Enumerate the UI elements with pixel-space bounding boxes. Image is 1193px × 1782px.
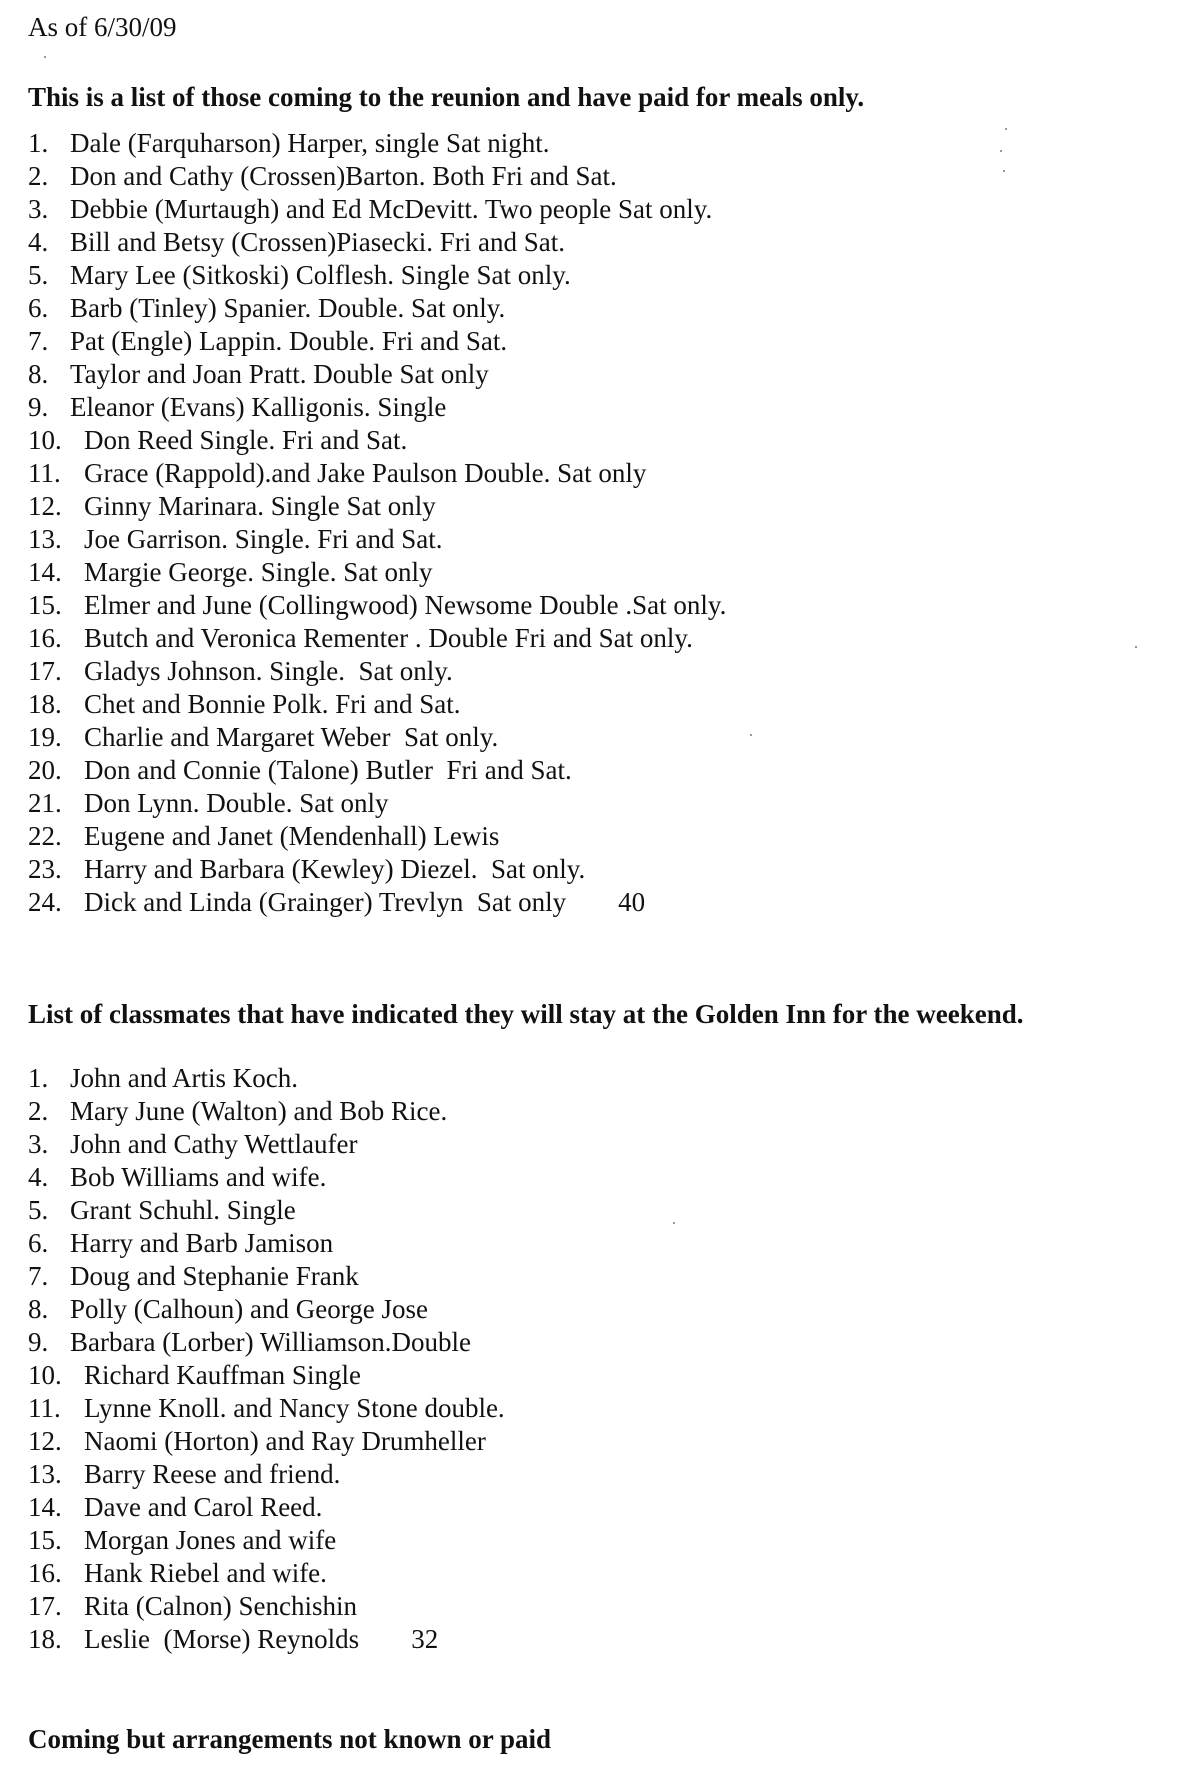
meals-only-list <box>28 127 726 919</box>
item-text: Taylor and Joan Pratt. Double Sat only <box>70 359 489 389</box>
item-text: Polly (Calhoun) and George Jose <box>70 1294 428 1324</box>
item-number: 4. <box>28 1162 49 1192</box>
item-text: Ginny Marinara. Single Sat only <box>84 491 436 521</box>
list-item <box>28 358 726 391</box>
item-text: Mary June (Walton) and Bob Rice. <box>70 1096 448 1126</box>
item-text: Harry and Barbara (Kewley) Diezel. Sat only. <box>84 854 586 884</box>
list-item <box>28 490 726 523</box>
item-text: Eugene and Janet (Mendenhall) Lewis <box>84 821 500 851</box>
item-number: 1. <box>28 128 49 158</box>
item-number: 11. <box>28 458 61 488</box>
item-number: 8. <box>28 1294 49 1324</box>
list-item <box>28 1227 505 1260</box>
item-number: 9. <box>28 1327 49 1357</box>
list-item <box>28 193 726 226</box>
item-number: 6. <box>28 1228 49 1258</box>
section-total: 40 <box>618 887 646 917</box>
list-item <box>28 787 726 820</box>
item-text: Eleanor (Evans) Kalligonis. Single <box>70 392 447 422</box>
list-item <box>28 1128 505 1161</box>
list-item <box>28 1425 505 1458</box>
item-text: Chet and Bonnie Polk. Fri and Sat. <box>84 689 461 719</box>
section-heading-golden-inn: List of classmates that have indicated they will stay at the Golden Inn for the weekend. <box>28 999 1024 1029</box>
list-item <box>28 622 726 655</box>
section-heading-meals-only: This is a list of those coming to the reunion and have paid for meals only. <box>28 82 865 112</box>
item-number: 21. <box>28 788 62 818</box>
item-text: Richard Kauffman Single <box>84 1360 361 1390</box>
item-number: 20. <box>28 755 62 785</box>
item-number: 10. <box>28 425 62 455</box>
scan-speck <box>1135 646 1137 648</box>
item-number: 7. <box>28 1261 49 1291</box>
list-item <box>28 1161 505 1194</box>
item-text: Rita (Calnon) Senchishin <box>84 1591 357 1621</box>
item-text: Harry and Barb Jamison <box>70 1228 334 1258</box>
list-item <box>28 1359 505 1392</box>
item-number: 6. <box>28 293 49 323</box>
item-text: Leslie (Morse) Reynolds <box>84 1624 360 1654</box>
item-number: 2. <box>28 161 49 191</box>
item-number: 13. <box>28 1459 62 1489</box>
item-text: Dave and Carol Reed. <box>84 1492 323 1522</box>
item-text: Grant Schuhl. Single <box>70 1195 296 1225</box>
as-of-date: As of 6/30/09 <box>28 12 177 42</box>
golden-inn-list <box>28 1062 505 1656</box>
list-item <box>28 886 726 919</box>
item-number: 17. <box>28 656 62 686</box>
list-item <box>28 391 726 424</box>
scan-speck <box>1003 170 1005 172</box>
list-item <box>28 754 726 787</box>
list-item <box>28 721 726 754</box>
list-item <box>28 1623 505 1656</box>
scan-speck <box>1005 128 1007 130</box>
item-number: 11. <box>28 1393 61 1423</box>
list-item <box>28 556 726 589</box>
item-text: Naomi (Horton) and Ray Drumheller <box>84 1426 486 1456</box>
item-number: 12. <box>28 1426 62 1456</box>
item-number: 17. <box>28 1591 62 1621</box>
list-item <box>28 1392 505 1425</box>
item-number: 5. <box>28 260 49 290</box>
item-text: Charlie and Margaret Weber Sat only. <box>84 722 499 752</box>
item-number: 24. <box>28 887 62 917</box>
item-number: 7. <box>28 326 49 356</box>
item-number: 18. <box>28 689 62 719</box>
section-heading-arrangements-unknown: Coming but arrangements not known or paid <box>28 1724 552 1754</box>
list-item <box>28 127 726 160</box>
list-item <box>28 457 726 490</box>
item-text: Morgan Jones and wife <box>84 1525 337 1555</box>
item-number: 14. <box>28 1492 62 1522</box>
item-text: Butch and Veronica Rementer . Double Fri and Sat only. <box>84 623 693 653</box>
item-number: 3. <box>28 1129 49 1159</box>
item-number: 15. <box>28 1525 62 1555</box>
item-text: Gladys Johnson. Single. Sat only. <box>84 656 453 686</box>
item-number: 9. <box>28 392 49 422</box>
item-number: 1. <box>28 1063 49 1093</box>
item-number: 5. <box>28 1195 49 1225</box>
item-text: Grace (Rappold).and Jake Paulson Double. Sat only <box>84 458 647 488</box>
list-item <box>28 523 726 556</box>
list-item <box>28 1062 505 1095</box>
scan-speck <box>750 734 752 736</box>
list-item <box>28 259 726 292</box>
list-item <box>28 853 726 886</box>
scan-speck <box>44 56 46 58</box>
item-number: 22. <box>28 821 62 851</box>
item-text: Bob Williams and wife. <box>70 1162 327 1192</box>
item-text: Don Lynn. Double. Sat only <box>84 788 389 818</box>
item-text: Debbie (Murtaugh) and Ed McDevitt. Two people Sat only. <box>70 194 713 224</box>
list-item <box>28 1260 505 1293</box>
item-number: 16. <box>28 623 62 653</box>
item-number: 15. <box>28 590 62 620</box>
item-text: Dick and Linda (Grainger) Trevlyn Sat only <box>84 887 567 917</box>
item-number: 13. <box>28 524 62 554</box>
list-item <box>28 1590 505 1623</box>
list-item <box>28 1491 505 1524</box>
item-text: Don Reed Single. Fri and Sat. <box>84 425 408 455</box>
list-item <box>28 1326 505 1359</box>
list-item <box>28 655 726 688</box>
item-text: Barry Reese and friend. <box>84 1459 341 1489</box>
list-item <box>28 292 726 325</box>
list-item <box>28 688 726 721</box>
item-text: Lynne Knoll. and Nancy Stone double. <box>84 1393 505 1423</box>
list-item <box>28 820 726 853</box>
item-text: Hank Riebel and wife. <box>84 1558 327 1588</box>
item-text: Don and Cathy (Crossen)Barton. Both Fri and Sat. <box>70 161 617 191</box>
item-number: 18. <box>28 1624 62 1654</box>
item-text: Pat (Engle) Lappin. Double. Fri and Sat. <box>70 326 508 356</box>
list-item <box>28 226 726 259</box>
list-item <box>28 589 726 622</box>
item-text: Mary Lee (Sitkoski) Colflesh. Single Sat only. <box>70 260 571 290</box>
item-number: 19. <box>28 722 62 752</box>
item-text: Joe Garrison. Single. Fri and Sat. <box>84 524 443 554</box>
item-text: Margie George. Single. Sat only <box>84 557 433 587</box>
list-item <box>28 424 726 457</box>
item-text: Dale (Farquharson) Harper, single Sat night. <box>70 128 550 158</box>
list-item <box>28 1524 505 1557</box>
item-number: 3. <box>28 194 49 224</box>
list-item <box>28 1095 505 1128</box>
item-number: 23. <box>28 854 62 884</box>
list-item <box>28 160 726 193</box>
list-item <box>28 325 726 358</box>
item-number: 12. <box>28 491 62 521</box>
item-number: 16. <box>28 1558 62 1588</box>
item-text: Elmer and June (Collingwood) Newsome Double .Sat only. <box>84 590 727 620</box>
item-text: John and Cathy Wettlaufer <box>70 1129 358 1159</box>
list-item <box>28 1557 505 1590</box>
item-text: Barbara (Lorber) Williamson.Double <box>70 1327 472 1357</box>
item-text: Doug and Stephanie Frank <box>70 1261 359 1291</box>
list-item <box>28 1194 505 1227</box>
item-number: 8. <box>28 359 49 389</box>
item-text: Bill and Betsy (Crossen)Piasecki. Fri and Sat. <box>70 227 565 257</box>
item-number: 4. <box>28 227 49 257</box>
list-item <box>28 1293 505 1326</box>
list-item <box>28 1458 505 1491</box>
item-text: John and Artis Koch. <box>70 1063 298 1093</box>
item-text: Barb (Tinley) Spanier. Double. Sat only. <box>70 293 506 323</box>
scan-speck <box>673 1222 675 1224</box>
scan-speck <box>1000 150 1002 152</box>
item-number: 14. <box>28 557 62 587</box>
section-total: 32 <box>411 1624 439 1654</box>
item-text: Don and Connie (Talone) Butler Fri and Sat. <box>84 755 572 785</box>
item-number: 2. <box>28 1096 49 1126</box>
item-number: 10. <box>28 1360 62 1390</box>
